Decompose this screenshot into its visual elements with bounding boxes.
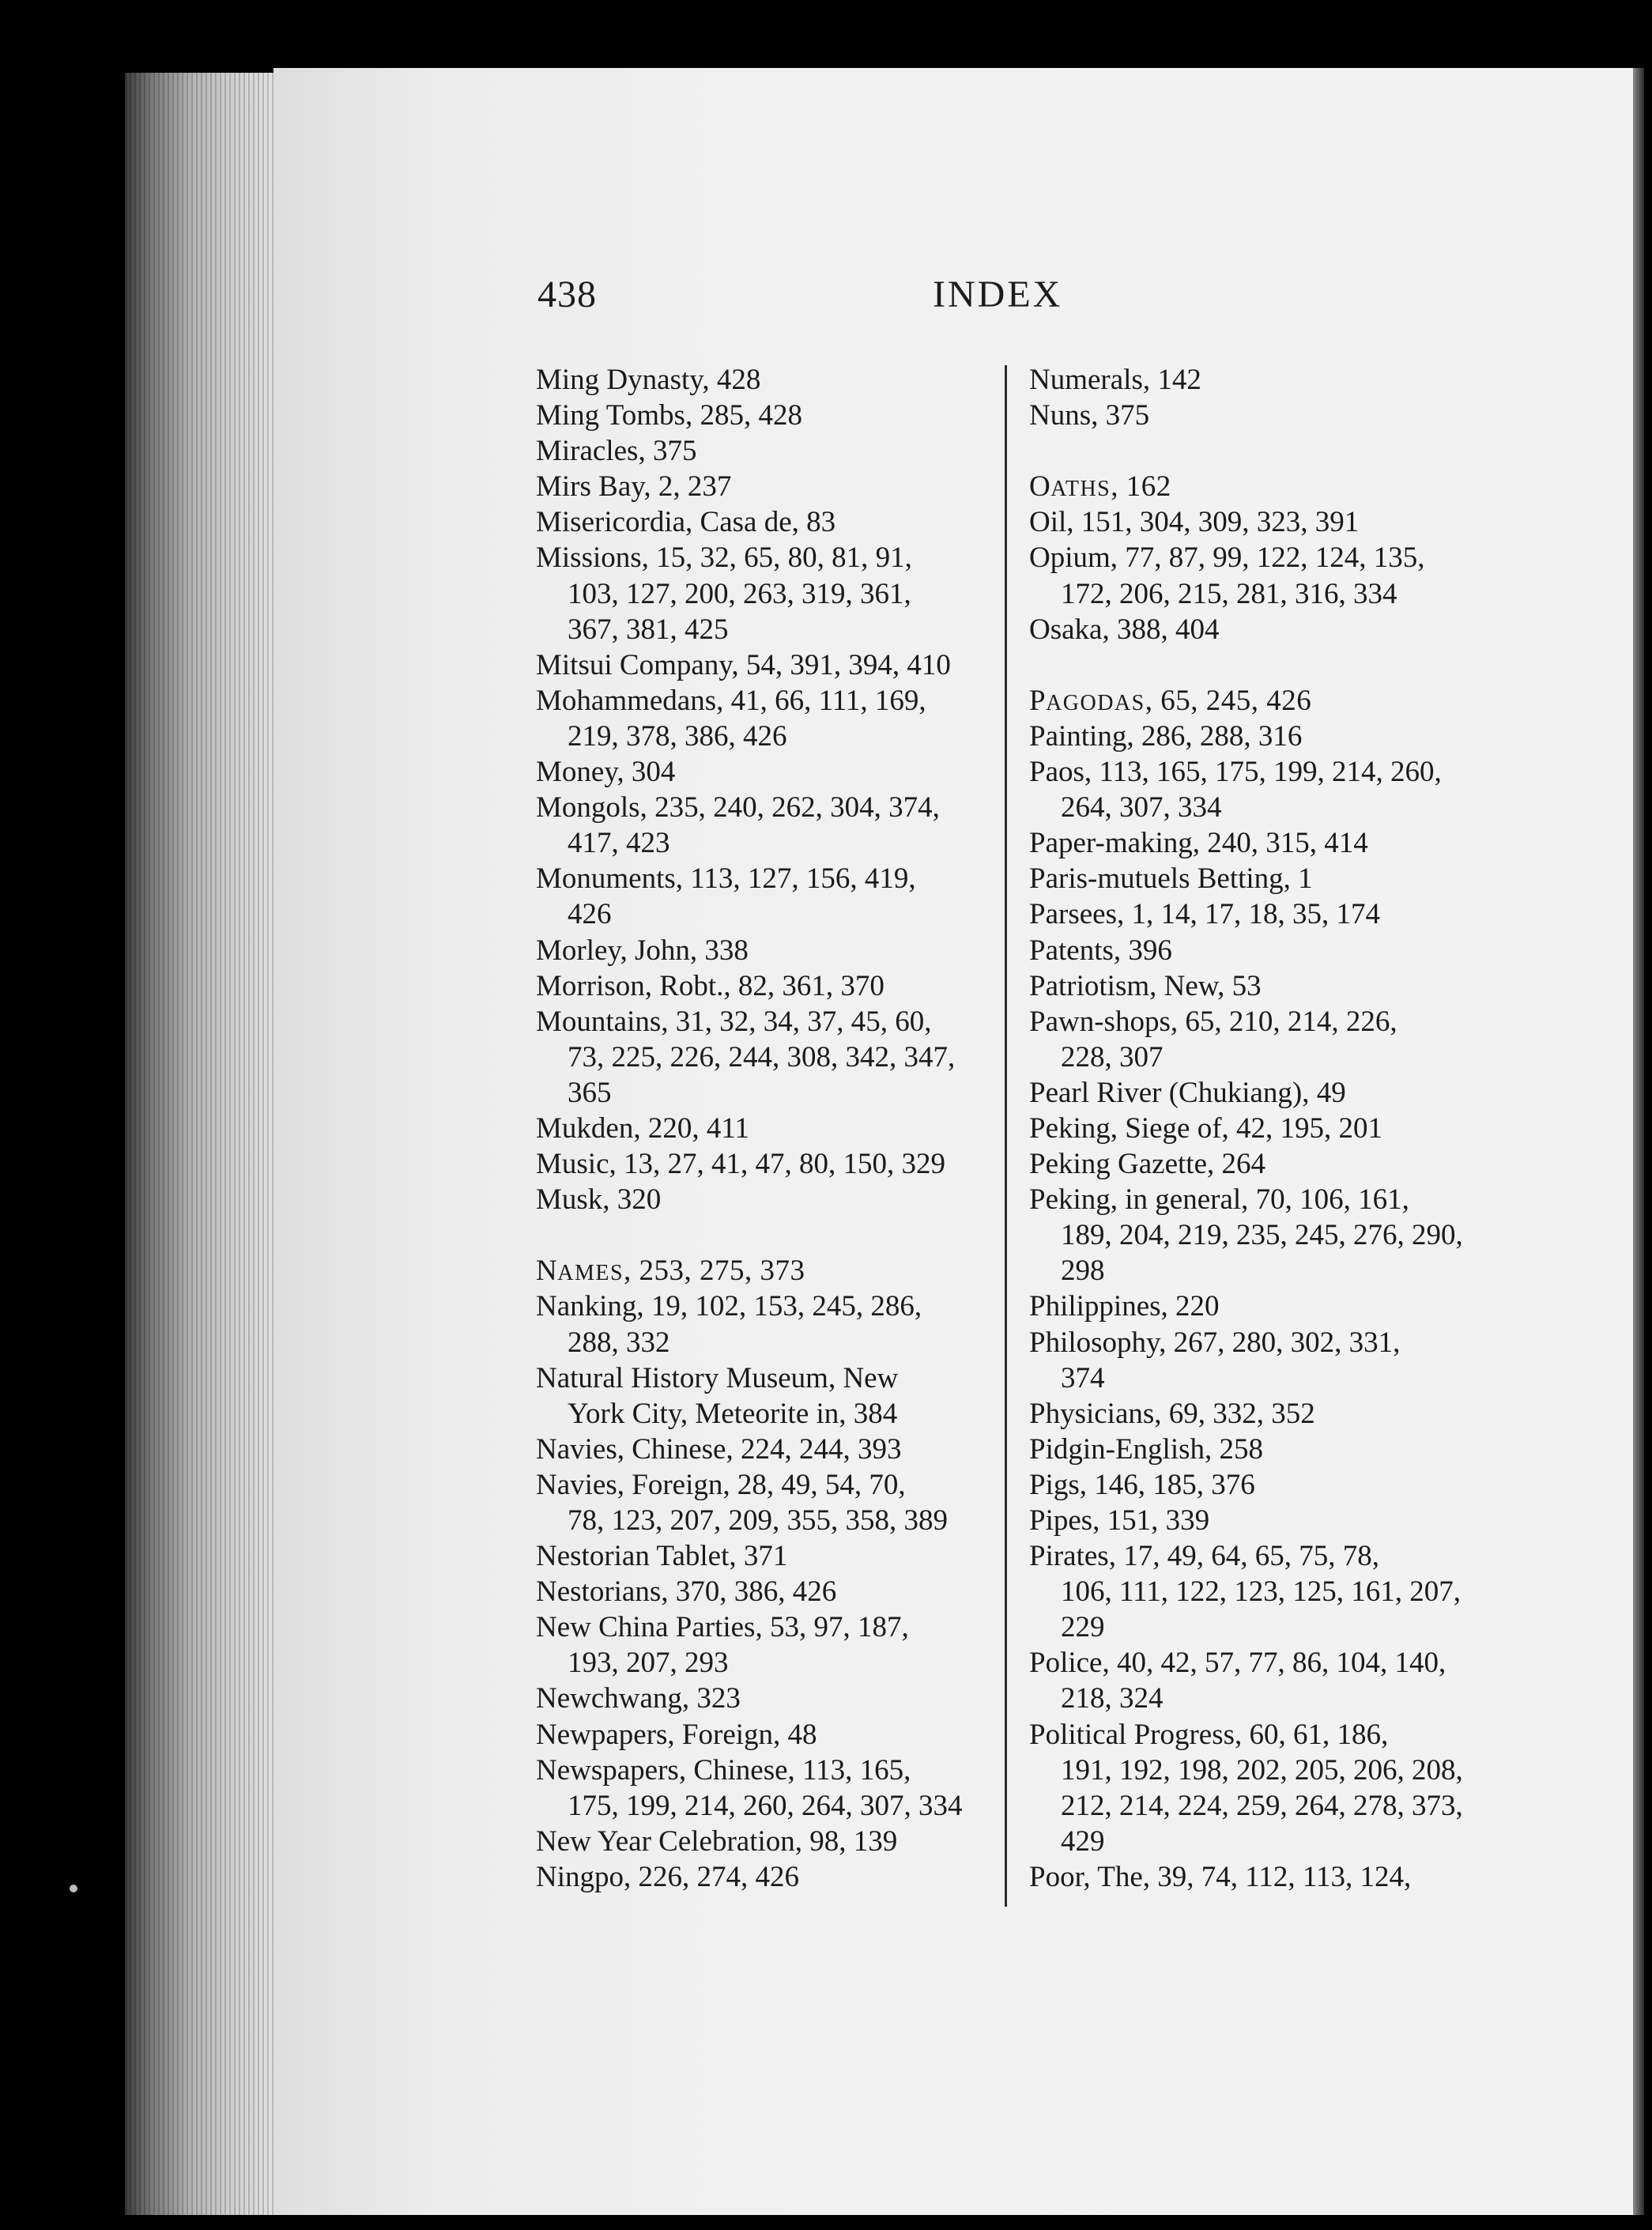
index-entry: Paos, 113, 165, 175, 199, 214, 260, bbox=[1029, 756, 1442, 789]
index-entry: Nanking, 19, 102, 153, 245, 286, bbox=[536, 1290, 922, 1323]
index-entry: Philosophy, 267, 280, 302, 331, bbox=[1029, 1326, 1401, 1359]
index-entry: Morrison, Robt., 82, 361, 370 bbox=[536, 969, 884, 1002]
index-entry: Pawn-shops, 65, 210, 214, 226, bbox=[1029, 1005, 1397, 1038]
index-entry: Monuments, 113, 127, 156, 419, bbox=[536, 862, 916, 896]
index-entry-continuation: 103, 127, 200, 263, 319, 361, bbox=[568, 577, 911, 610]
index-entry: Ming Tombs, 285, 428 bbox=[536, 399, 802, 432]
index-entry: Philippines, 220 bbox=[1029, 1290, 1220, 1323]
index-entry: Political Progress, 60, 61, 186, bbox=[1029, 1718, 1389, 1751]
index-entry: Morley, John, 338 bbox=[536, 934, 749, 967]
index-entry-continuation: 189, 204, 219, 235, 245, 276, 290, bbox=[1061, 1219, 1463, 1252]
index-entry: Pigs, 146, 185, 376 bbox=[1029, 1468, 1255, 1501]
index-entry-continuation: 264, 307, 334 bbox=[1061, 791, 1222, 824]
index-entry-continuation: 429 bbox=[1061, 1824, 1105, 1858]
index-entry-continuation: 175, 199, 214, 260, 264, 307, 334 bbox=[568, 1789, 963, 1822]
index-entry-continuation: 367, 381, 425 bbox=[568, 613, 729, 646]
index-entry: Oil, 151, 304, 309, 323, 391 bbox=[1029, 506, 1360, 539]
index-entry: Musk, 320 bbox=[536, 1183, 662, 1217]
book-right-edge bbox=[1633, 68, 1644, 2215]
index-entry: Mukden, 220, 411 bbox=[536, 1111, 749, 1145]
index-entry: Mountains, 31, 32, 34, 37, 45, 60, bbox=[536, 1005, 932, 1038]
index-entry-continuation: 172, 206, 215, 281, 316, 334 bbox=[1061, 577, 1397, 610]
index-spacer bbox=[1029, 647, 1488, 683]
index-entry-continuation: 73, 225, 226, 244, 308, 342, 347, bbox=[568, 1040, 956, 1073]
index-entry: Natural History Museum, New bbox=[536, 1361, 899, 1394]
index-entry: Mitsui Company, 54, 391, 394, 410 bbox=[536, 648, 951, 681]
index-entry: OATHS, 162 bbox=[1029, 470, 1171, 504]
index-entry: Peking Gazette, 264 bbox=[1029, 1148, 1265, 1181]
index-entry: Nuns, 375 bbox=[1029, 399, 1150, 432]
index-entry: Navies, Foreign, 28, 49, 54, 70, bbox=[536, 1468, 906, 1501]
index-entry: Pipes, 151, 339 bbox=[1029, 1504, 1210, 1537]
index-entry: Mohammedans, 41, 66, 111, 169, bbox=[536, 684, 926, 717]
page-title: INDEX bbox=[933, 274, 1063, 315]
index-entry: Pidgin-English, 258 bbox=[1029, 1432, 1264, 1466]
index-entry: Paper-making, 240, 315, 414 bbox=[1029, 827, 1368, 860]
index-entry-continuation: 417, 423 bbox=[568, 827, 670, 860]
index-entry: Nestorians, 370, 386, 426 bbox=[536, 1575, 837, 1609]
index-entry: Paris-mutuels Betting, 1 bbox=[1029, 862, 1313, 896]
index-entry: Numerals, 142 bbox=[1029, 364, 1201, 396]
index-entry-continuation: 193, 207, 293 bbox=[568, 1647, 729, 1680]
index-column-right bbox=[1029, 362, 1488, 1895]
index-entry-continuation: York City, Meteorite in, 384 bbox=[568, 1397, 898, 1430]
index-entry: Nestorian Tablet, 371 bbox=[536, 1540, 788, 1573]
index-entry: PAGODAS, 65, 245, 426 bbox=[1029, 684, 1312, 717]
index-entry: NAMES, 253, 275, 373 bbox=[536, 1255, 805, 1288]
index-entry: Missions, 15, 32, 65, 80, 81, 91, bbox=[536, 541, 912, 575]
index-entry-continuation: 219, 378, 386, 426 bbox=[568, 719, 787, 753]
index-entry: Peking, in general, 70, 106, 161, bbox=[1029, 1183, 1409, 1217]
index-entry: Newpapers, Foreign, 48 bbox=[536, 1718, 817, 1751]
index-entry-continuation: 212, 214, 224, 259, 264, 278, 373, bbox=[1061, 1789, 1463, 1822]
index-entry-continuation: 191, 192, 198, 202, 205, 206, 208, bbox=[1061, 1753, 1463, 1787]
index-entry: Patriotism, New, 53 bbox=[1029, 969, 1262, 1002]
index-entry-continuation: 374 bbox=[1061, 1361, 1105, 1394]
index-entry-continuation: 426 bbox=[568, 898, 612, 931]
index-entry: Money, 304 bbox=[536, 756, 676, 789]
index-entry: Miracles, 375 bbox=[536, 435, 697, 468]
index-entry-continuation: 228, 307 bbox=[1061, 1040, 1164, 1073]
index-entry: Mirs Bay, 2, 237 bbox=[536, 470, 732, 504]
index-entry: Pirates, 17, 49, 64, 65, 75, 78, bbox=[1029, 1540, 1379, 1573]
index-entry: Newchwang, 323 bbox=[536, 1682, 741, 1715]
index-entry: New China Parties, 53, 97, 187, bbox=[536, 1611, 909, 1644]
index-entry-continuation: 288, 332 bbox=[568, 1326, 670, 1359]
index-entry: Ningpo, 226, 274, 426 bbox=[536, 1860, 799, 1893]
index-column-left bbox=[536, 362, 994, 1895]
index-entry-continuation: 298 bbox=[1061, 1255, 1105, 1288]
index-entry-continuation: 218, 324 bbox=[1061, 1682, 1164, 1715]
index-spacer bbox=[1029, 433, 1488, 469]
index-entry: Physicians, 69, 332, 352 bbox=[1029, 1397, 1315, 1430]
index-entry-continuation: 229 bbox=[1061, 1611, 1105, 1644]
index-entry: Poor, The, 39, 74, 112, 113, 124, bbox=[1029, 1860, 1412, 1893]
book-page-edge bbox=[125, 73, 275, 2215]
page-number: 438 bbox=[537, 274, 597, 315]
index-entry: Pearl River (Chukiang), 49 bbox=[1029, 1076, 1346, 1109]
index-entry: Patents, 396 bbox=[1029, 934, 1172, 967]
index-spacer bbox=[536, 1217, 994, 1253]
index-entry: Parsees, 1, 14, 17, 18, 35, 174 bbox=[1029, 898, 1380, 931]
index-entry: Newspapers, Chinese, 113, 165, bbox=[536, 1753, 911, 1787]
index-entry: Ming Dynasty, 428 bbox=[536, 364, 761, 396]
dust-speck bbox=[70, 1885, 77, 1892]
index-entry: Music, 13, 27, 41, 47, 80, 150, 329 bbox=[536, 1148, 945, 1181]
index-entry-continuation: 365 bbox=[568, 1076, 612, 1109]
index-entry: New Year Celebration, 98, 139 bbox=[536, 1824, 898, 1858]
index-entry: Peking, Siege of, 42, 195, 201 bbox=[1029, 1111, 1383, 1145]
index-entry-continuation: 78, 123, 207, 209, 355, 358, 389 bbox=[568, 1504, 948, 1537]
index-entry: Mongols, 235, 240, 262, 304, 374, bbox=[536, 791, 940, 824]
index-entry: Misericordia, Casa de, 83 bbox=[536, 506, 836, 539]
index-entry: Painting, 286, 288, 316 bbox=[1029, 719, 1303, 753]
index-entry-continuation: 106, 111, 122, 123, 125, 161, 207, bbox=[1061, 1575, 1462, 1609]
index-entry: Osaka, 388, 404 bbox=[1029, 613, 1220, 646]
index-entry: Navies, Chinese, 224, 244, 393 bbox=[536, 1432, 902, 1466]
column-divider bbox=[1005, 365, 1007, 1907]
index-entry: Police, 40, 42, 57, 77, 86, 104, 140, bbox=[1029, 1647, 1446, 1680]
index-entry: Opium, 77, 87, 99, 122, 124, 135, bbox=[1029, 541, 1425, 575]
